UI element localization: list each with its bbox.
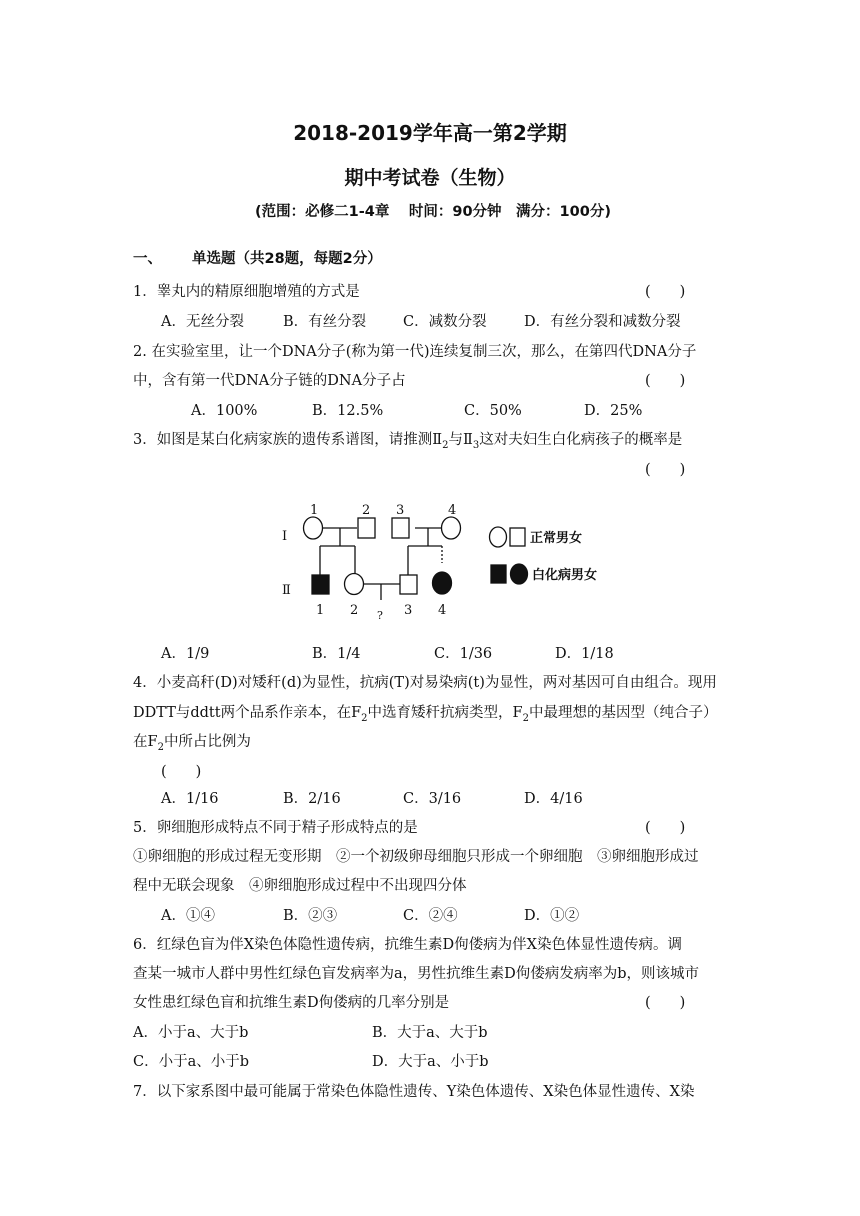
q1-answer-paren: ( ) [645, 284, 686, 300]
pedigree-label-II2: 2 [350, 603, 359, 618]
q2-option-b: B．12.5% [312, 403, 384, 419]
section-title: 单选题（共28题，每题2分） [192, 251, 382, 267]
q5-answer-paren: ( ) [645, 820, 686, 836]
exam-subtitle: 期中考试卷（生物） [344, 167, 516, 189]
q2-answer-paren: ( ) [645, 373, 686, 389]
pedigree-label-I2: 2 [362, 503, 371, 518]
q7-line1: 7．以下家系图中最可能属于常染色体隐性遗传、Y染色体遗传、X染色体显性遗传、X染 [133, 1084, 695, 1100]
pedigree-I2-normal-male [358, 518, 375, 538]
q5-option-c: C．②④ [403, 908, 458, 924]
q5-statement-line2: 程中无联会现象 ④卵细胞形成过程中不出现四分体 [133, 878, 467, 894]
q6-option-a: A．小于a、大于b [133, 1025, 249, 1041]
q5-option-a: A．①④ [161, 908, 215, 924]
q4-option-b: B．2/16 [283, 791, 341, 807]
q2-line2: 中，含有第一代DNA分子链的DNA分子占 [133, 373, 406, 389]
q4-option-d: D．4/16 [524, 791, 583, 807]
q4-answer-paren: ( ) [161, 764, 202, 780]
q5-statement-line1: ①卵细胞的形成过程无变形期 ②一个初级卵母细胞只形成一个卵细胞 ③卵细胞形成过 [133, 849, 699, 865]
pedigree-II3-normal-male [400, 575, 417, 594]
legend-albino-label: 白化病男女 [532, 568, 598, 583]
q5-option-b: B．②③ [283, 908, 338, 924]
pedigree-generation-II: Ⅱ [282, 583, 291, 598]
exam-title: 2018-2019学年高一第2学期 [293, 121, 567, 145]
q1-stem: 1．睾丸内的精原细胞增殖的方式是 [133, 284, 360, 300]
q4-option-a: A．1/16 [161, 791, 219, 807]
q4-option-c: C．3/16 [403, 791, 462, 807]
q4-line1: 4．小麦高秆(D)对矮秆(d)为显性，抗病(T)对易染病(t)为显性，两对基因可自由组合。现用 [133, 675, 717, 691]
pedigree-label-I1: 1 [310, 503, 319, 518]
pedigree-I1-normal-female [304, 517, 323, 539]
q1-option-b: B．有丝分裂 [283, 314, 367, 330]
q6-line1: 6．红绿色盲为伴X染色体隐性遗传病，抗维生素D佝偻病为伴X染色体显性遗传病。调 [133, 937, 682, 953]
q6-line2: 查某一城市人群中男性红绿色盲发病率为a，男性抗维生素D佝偻病发病率为b，则该城市 [133, 966, 700, 982]
q5-stem: 5．卵细胞形成特点不同于精子形成特点的是 [133, 820, 418, 836]
pedigree-label-I3: 3 [396, 503, 405, 518]
q6-option-d: D．大于a、小于b [372, 1054, 489, 1070]
q2-line1: 2. 在实验室里，让一个DNA分子(称为第一代)连续复制三次，那么，在第四代DNA分子 [133, 344, 697, 360]
q3-option-c: C．1/36 [434, 646, 493, 662]
q1-option-c: C．减数分裂 [403, 314, 487, 330]
q3-option-a: A．1/9 [161, 646, 210, 662]
q3-option-d: D．1/18 [555, 646, 614, 662]
pedigree-II2-normal-female [345, 574, 364, 595]
legend-normal-male-symbol [510, 528, 525, 546]
exam-info: (范围：必修二1-4章 时间：90分钟 满分：100分) [255, 204, 611, 220]
q1-option-a: A．无丝分裂 [161, 314, 244, 330]
q6-line3: 女性患红绿色盲和抗维生素D佝偻病的几率分别是 [133, 995, 450, 1011]
pedigree-generation-I: Ⅰ [282, 529, 288, 544]
q4-line3: 在$F_2$中所占比例为 [133, 734, 251, 753]
q1-option-d: D．有丝分裂和减数分裂 [524, 314, 681, 330]
q3-option-b: B．1/4 [312, 646, 361, 662]
q3-stem: 3．如图是某白化病家族的遗传系谱图，请推测$Ⅱ_2$与$Ⅱ_3$这对夫妇生白化病孩子的概率是 [133, 432, 683, 451]
q4-line2: DDTT与ddtt两个品系作亲本，在$F_2$中选育矮秆抗病类型，$F_2$中最理想的基因型（纯合子） [133, 705, 718, 724]
pedigree-diagram [270, 495, 615, 630]
pedigree-I3-normal-male [392, 518, 409, 538]
q2-option-a: A．100% [191, 403, 258, 419]
pedigree-I4-normal-female [442, 517, 461, 539]
pedigree-II1-albino-male [312, 575, 329, 594]
legend-albino-female-symbol [511, 564, 528, 584]
q2-option-c: C．50% [464, 403, 522, 419]
q6-answer-paren: ( ) [645, 995, 686, 1011]
pedigree-II4-albino-female [433, 572, 452, 594]
pedigree-label-II3: 3 [404, 603, 413, 618]
q5-option-d: D．①② [524, 908, 580, 924]
q6-option-b: B．大于a、大于b [372, 1025, 488, 1041]
pedigree-label-II1: 1 [316, 603, 325, 618]
q3-answer-paren: ( ) [645, 462, 686, 478]
legend-albino-male-symbol [491, 565, 506, 583]
q6-option-c: C．小于a、小于b [133, 1054, 250, 1070]
legend-normal-label: 正常男女 [530, 531, 583, 546]
pedigree-question-mark: ? [377, 609, 383, 622]
pedigree-label-I4: 4 [448, 503, 457, 518]
q2-option-d: D．25% [584, 403, 643, 419]
legend-normal-female-symbol [490, 527, 507, 547]
section-number: 一、 [133, 251, 162, 267]
pedigree-label-II4: 4 [438, 603, 447, 618]
